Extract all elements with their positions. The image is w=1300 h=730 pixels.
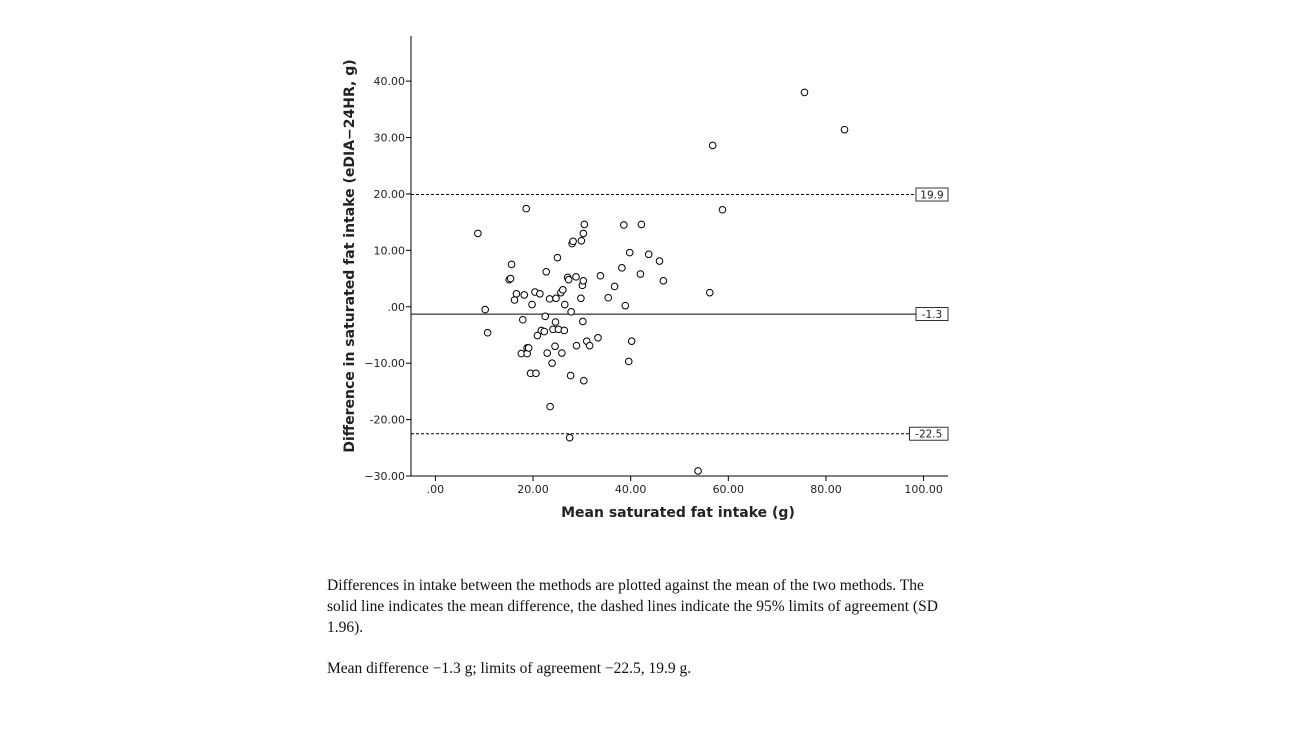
y-tick-label: .00	[387, 300, 405, 314]
data-point	[626, 249, 633, 256]
x-tick-label: 60.00	[712, 483, 745, 496]
data-point	[546, 296, 553, 303]
data-point	[537, 290, 544, 297]
data-point	[586, 342, 593, 349]
caption-paragraph-description: Differences in intake between the methods are plotted against the mean of the two methods. The solid line indicates the mean difference, the dashed lines indicate the 95% limits of agreement (SD 1.96).	[327, 577, 938, 636]
data-point	[706, 289, 713, 296]
data-points	[475, 89, 848, 474]
reference-lines	[411, 188, 948, 440]
data-point	[511, 297, 518, 304]
x-tick-label: .00	[426, 483, 445, 496]
data-point	[580, 278, 587, 285]
data-point	[625, 358, 632, 365]
data-point	[549, 360, 556, 367]
y-tick-label: 40.00	[373, 75, 405, 89]
y-axis-ticks	[364, 75, 411, 483]
data-point	[578, 295, 585, 302]
data-point	[841, 126, 848, 133]
data-point	[581, 221, 588, 228]
data-point	[621, 222, 628, 229]
data-point	[513, 290, 520, 297]
data-point	[638, 221, 645, 228]
x-tick-label: 20.00	[517, 483, 549, 496]
plot-frame	[411, 36, 948, 476]
data-point	[525, 345, 532, 352]
data-point	[656, 258, 663, 265]
y-tick-label: 10.00	[373, 244, 405, 258]
x-tick-label: 80.00	[810, 483, 842, 496]
y-tick-label: 30.00	[373, 131, 405, 145]
data-point	[565, 276, 572, 283]
data-point	[709, 142, 716, 149]
data-point	[619, 265, 626, 272]
data-point	[508, 261, 515, 268]
data-point	[523, 205, 530, 212]
data-point	[484, 329, 491, 336]
data-point	[542, 313, 549, 320]
reference-label: -1.3	[921, 308, 943, 321]
x-axis-title: Mean saturated fat intake (g)	[561, 505, 795, 521]
data-point	[482, 306, 489, 313]
data-point	[801, 89, 808, 96]
data-point	[567, 372, 574, 379]
x-tick-label: 40.00	[614, 483, 647, 496]
data-point	[645, 251, 652, 258]
data-point	[580, 230, 587, 237]
data-point	[597, 272, 604, 279]
reference-label: 19.9	[920, 189, 944, 202]
data-point	[611, 283, 618, 290]
data-point	[533, 370, 540, 377]
data-point	[475, 230, 482, 237]
data-point	[568, 309, 575, 316]
data-point	[544, 350, 551, 357]
data-point	[521, 292, 528, 299]
figure-caption	[327, 575, 947, 699]
data-point	[507, 275, 514, 282]
data-point	[559, 350, 566, 357]
data-point	[554, 254, 561, 261]
data-point	[595, 334, 602, 341]
data-point	[573, 274, 580, 281]
data-point	[605, 294, 612, 301]
data-point	[573, 342, 580, 349]
y-tick-label: 20.00	[373, 187, 405, 201]
reference-label: -22.5	[915, 428, 943, 441]
data-point	[581, 377, 588, 384]
caption-paragraph-summary: Mean difference −1.3 g; limits of agreement −22.5, 19.9 g.	[327, 660, 692, 677]
y-tick-label: -20.00	[369, 413, 405, 427]
data-point	[566, 434, 573, 441]
data-point	[529, 301, 536, 308]
data-point	[561, 301, 568, 308]
data-point	[578, 237, 585, 244]
x-tick-label: 100.00	[904, 483, 943, 496]
data-point	[628, 338, 635, 345]
data-point	[622, 302, 629, 309]
data-point	[561, 327, 568, 334]
data-point	[541, 328, 548, 335]
data-point	[543, 268, 550, 275]
data-point	[552, 343, 559, 350]
data-point	[519, 316, 526, 323]
data-point	[547, 403, 554, 410]
data-point	[637, 271, 644, 278]
data-point	[695, 468, 702, 475]
data-point	[570, 238, 577, 245]
y-tick-label: −10.00	[364, 357, 405, 371]
data-point	[553, 295, 560, 302]
data-point	[580, 318, 587, 325]
y-tick-label: −30.00	[364, 470, 405, 483]
data-point	[560, 287, 567, 294]
data-point	[719, 206, 726, 213]
data-point	[660, 278, 667, 285]
x-axis-ticks	[427, 476, 943, 496]
data-point	[552, 319, 559, 326]
y-axis-title: Difference in saturated fat intake (eDIA−24HR, g)	[342, 59, 358, 453]
